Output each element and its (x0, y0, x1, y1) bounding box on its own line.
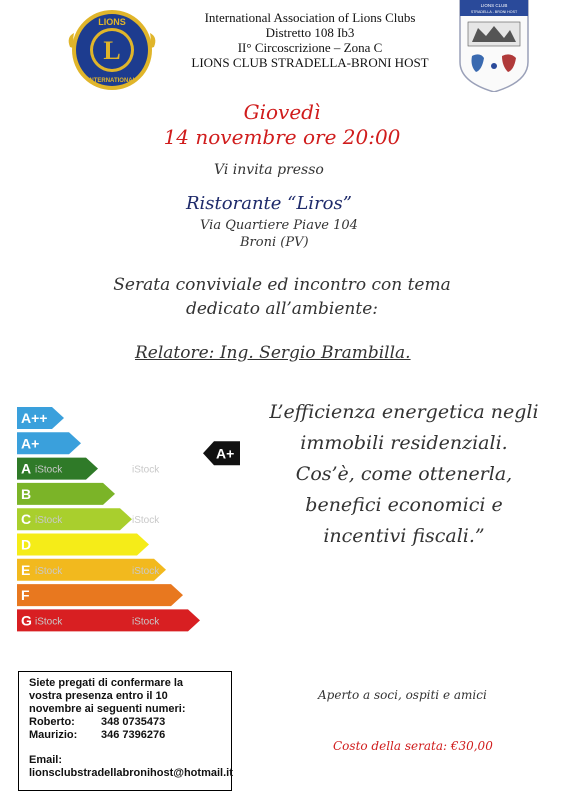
club-crest (458, 0, 530, 92)
svg-text:L: L (103, 36, 121, 65)
energy-rating-label: A+ (216, 445, 235, 462)
stock-watermark: iStock (35, 616, 63, 628)
event-date-time: 14 novembre ore 20:00 (163, 125, 401, 149)
event-description (0, 273, 564, 321)
event-day: Giovedì (243, 100, 321, 124)
stock-watermark: iStock (35, 565, 63, 577)
stock-watermark: iStock (132, 565, 160, 577)
stock-watermark: iStock (132, 616, 160, 628)
svg-text:INTERNATIONAL: INTERNATIONAL (87, 78, 137, 84)
energy-class-arrow (17, 534, 149, 556)
phone-number[interactable]: 348 0735473 (101, 716, 166, 728)
quote-line: immobili residenziali. (300, 432, 508, 454)
quote-line: L’efficienza energetica negli (269, 401, 539, 423)
email-label: Email: (29, 754, 63, 766)
stock-watermark: iStock (132, 464, 160, 476)
venue-address: Via Quartiere Piave 104 (200, 218, 358, 233)
phone-row (29, 729, 225, 742)
energy-class-arrow (17, 584, 183, 606)
club-header (160, 10, 460, 70)
svg-text:LIONS CLUB: LIONS CLUB (480, 3, 508, 8)
header-line: II° Circoscrizione – Zona C (237, 40, 383, 55)
energy-class-label: C (21, 511, 32, 528)
energy-class-label: A+ (21, 435, 40, 452)
energy-class-label: A++ (21, 410, 48, 426)
event-cost: Costo della serata: €30,00 (333, 739, 493, 753)
email-address[interactable]: lionsclubstradellabronihost@hotmail.it (29, 767, 233, 779)
header-line: LIONS CLUB STRADELLA-BRONI HOST (191, 55, 429, 70)
rsvp-line: novembre ai seguenti numeri: (29, 703, 186, 715)
phone-row (29, 716, 225, 729)
stock-watermark: iStock (35, 464, 63, 476)
description-line: dedicato all’ambiente: (185, 299, 378, 319)
rsvp-line: Siete pregati di confermare la (29, 677, 184, 689)
energy-class-label: E (21, 561, 31, 578)
svg-text:LIONS: LIONS (98, 17, 126, 27)
phone-number[interactable]: 346 7396276 (101, 729, 166, 741)
stock-watermark: iStock (132, 515, 160, 527)
rsvp-box (18, 671, 232, 791)
open-to-text: Aperto a soci, ospiti e amici (318, 688, 487, 702)
energy-rating-indicator (203, 441, 240, 465)
quote-line: benefici economici e (305, 494, 503, 516)
energy-efficiency-chart (0, 400, 250, 640)
venue-city: Broni (PV) (240, 235, 309, 250)
invite-text: Vi invita presso (214, 162, 324, 178)
energy-class-arrow (17, 407, 64, 429)
svg-text:STRADELLA - BRONI HOST: STRADELLA - BRONI HOST (470, 10, 518, 14)
speaker: Relatore: Ing. Sergio Brambilla. (135, 343, 411, 363)
quote-line: incentivi fiscali.” (323, 525, 485, 547)
energy-class-label: G (21, 612, 32, 629)
energy-class-label: D (21, 536, 32, 553)
talk-topic-quote (246, 397, 562, 552)
rsvp-line: vostra presenza entro il 10 (29, 690, 168, 702)
phone-name: Roberto: (29, 716, 75, 728)
phone-name: Maurizio: (29, 729, 78, 741)
energy-class-arrow (17, 483, 115, 505)
stock-watermark: iStock (35, 515, 63, 527)
energy-class-label: B (21, 485, 32, 502)
header-line: Distretto 108 Ib3 (265, 25, 355, 40)
lions-logo (66, 7, 158, 93)
venue-name: Ristorante “Liros” (186, 193, 352, 214)
quote-line: Cos’è, come ottenerla, (295, 463, 513, 485)
energy-class-arrow (17, 432, 81, 454)
energy-class-label: A (21, 460, 32, 477)
header-line: International Association of Lions Clubs (204, 10, 416, 25)
energy-class-label: F (21, 587, 30, 604)
description-line: Serata conviviale ed incontro con tema (113, 275, 451, 295)
